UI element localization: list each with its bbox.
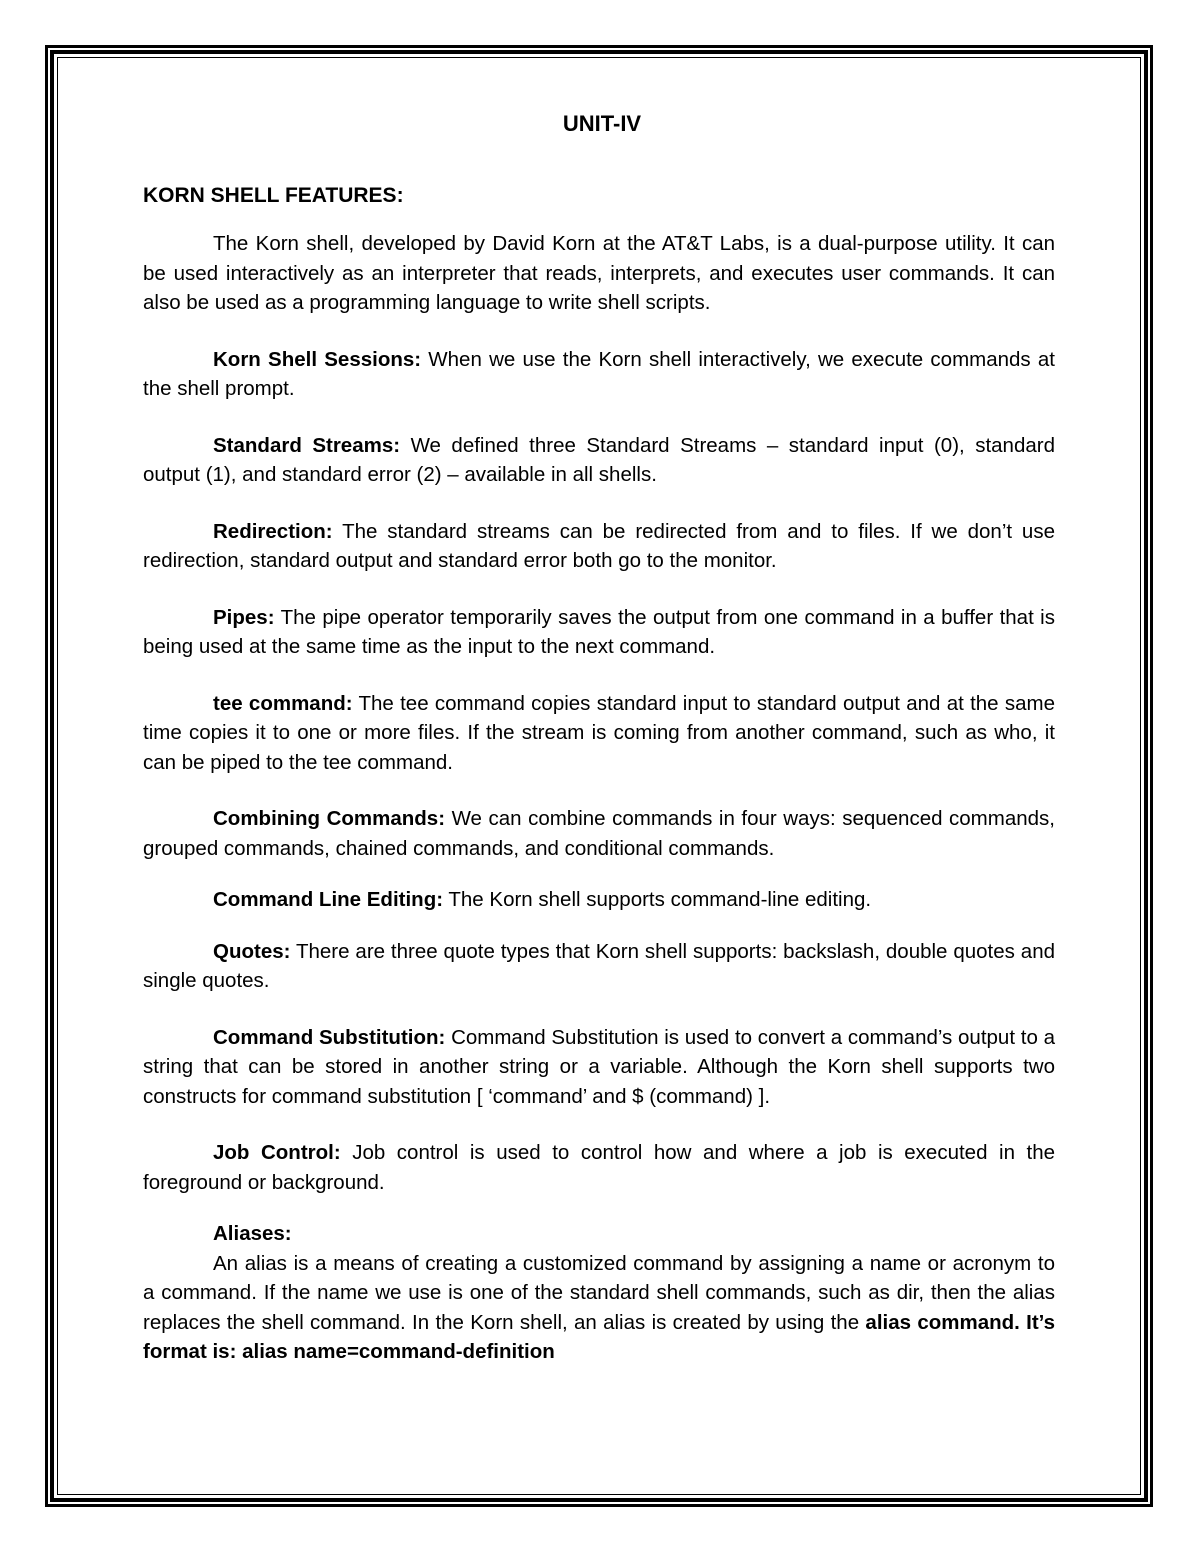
feature-term: Command Substitution: xyxy=(213,1025,446,1049)
feature-pipes xyxy=(143,603,1055,662)
section-heading: KORN SHELL FEATURES: xyxy=(143,184,404,207)
feature-text: The pipe operator temporarily saves the output from one command in a buffer that is being used at the same time as the input to the next command. xyxy=(143,605,1055,658)
feature-term: Standard Streams: xyxy=(213,433,401,457)
feature-term: Job Control: xyxy=(213,1141,341,1164)
feature-text: The tee command copies standard input to standard output and at the same time copies it to one or more files. If the stream is coming from another command, such as who, it can be piped to the tee command. xyxy=(143,691,1055,774)
unit-title: UNIT-IV xyxy=(562,111,642,136)
feature-term: Pipes: xyxy=(213,605,275,629)
feature-job-control xyxy=(143,1138,1055,1197)
feature-text: Job control is used to control how and where a job is executed in the foreground or background. xyxy=(143,1141,1056,1194)
aliases-format: alias command. It’s format is: alias name=command-definition xyxy=(143,1310,1055,1363)
feature-text: The standard streams can be redirected from and to files. If we don’t use redirection, standard output and standard error both go to the monitor. xyxy=(143,519,1055,572)
feature-term: Korn Shell Sessions: xyxy=(213,347,422,371)
feature-command-substitution xyxy=(143,1023,1055,1112)
feature-command-line-editing xyxy=(143,885,1055,915)
aliases-heading: Aliases: xyxy=(213,1222,292,1245)
feature-redirection xyxy=(143,517,1055,576)
feature-tee-command xyxy=(143,689,1055,778)
aliases-text: An alias is a means of creating a customized command by assigning a name or acronym to a command. If the name we use is one of the standard shell commands, such as dir, then the alias replaces the shell command. In the Korn shell, an alias is created by using the xyxy=(143,1251,1055,1334)
feature-term: Combining Commands: xyxy=(213,807,446,830)
feature-standard-streams xyxy=(143,431,1055,490)
intro-paragraph: The Korn shell, developed by David Korn at the AT&T Labs, is a dual-purpose utility. It can be used interactively as an interpreter that reads, interprets, and executes user commands. It can also be used as a programming language to write shell scripts. xyxy=(143,232,1055,314)
feature-text: When we use the Korn shell interactively, we execute commands at the shell prompt. xyxy=(143,347,1055,400)
aliases-paragraph xyxy=(143,1249,1055,1367)
feature-text: We can combine commands in four ways: sequenced commands, grouped commands, chained commands, and conditional commands. xyxy=(143,807,1055,860)
document-body xyxy=(143,106,1055,1367)
feature-text: There are three quote types that Korn shell supports: backslash, double quotes and single quotes. xyxy=(143,939,1055,992)
feature-text: We defined three Standard Streams – standard input (0), standard output (1), and standard error (2) – available in all shells. xyxy=(143,433,1055,486)
feature-quotes xyxy=(143,937,1055,996)
feature-text: Command Substitution is used to convert a command’s output to a string that can be stored in another string or a variable. Although the Korn shell supports two constructs for command substitution [ ‘command’ and $ (command) ]. xyxy=(143,1025,1055,1108)
feature-korn-shell-sessions xyxy=(143,345,1055,404)
feature-term: Redirection: xyxy=(213,519,333,543)
feature-combining-commands xyxy=(143,804,1055,863)
feature-text: The Korn shell supports command-line editing. xyxy=(443,888,872,911)
feature-term: Quotes: xyxy=(213,939,291,963)
feature-term: tee command: xyxy=(213,691,353,715)
feature-term: Command Line Editing: xyxy=(213,888,444,911)
